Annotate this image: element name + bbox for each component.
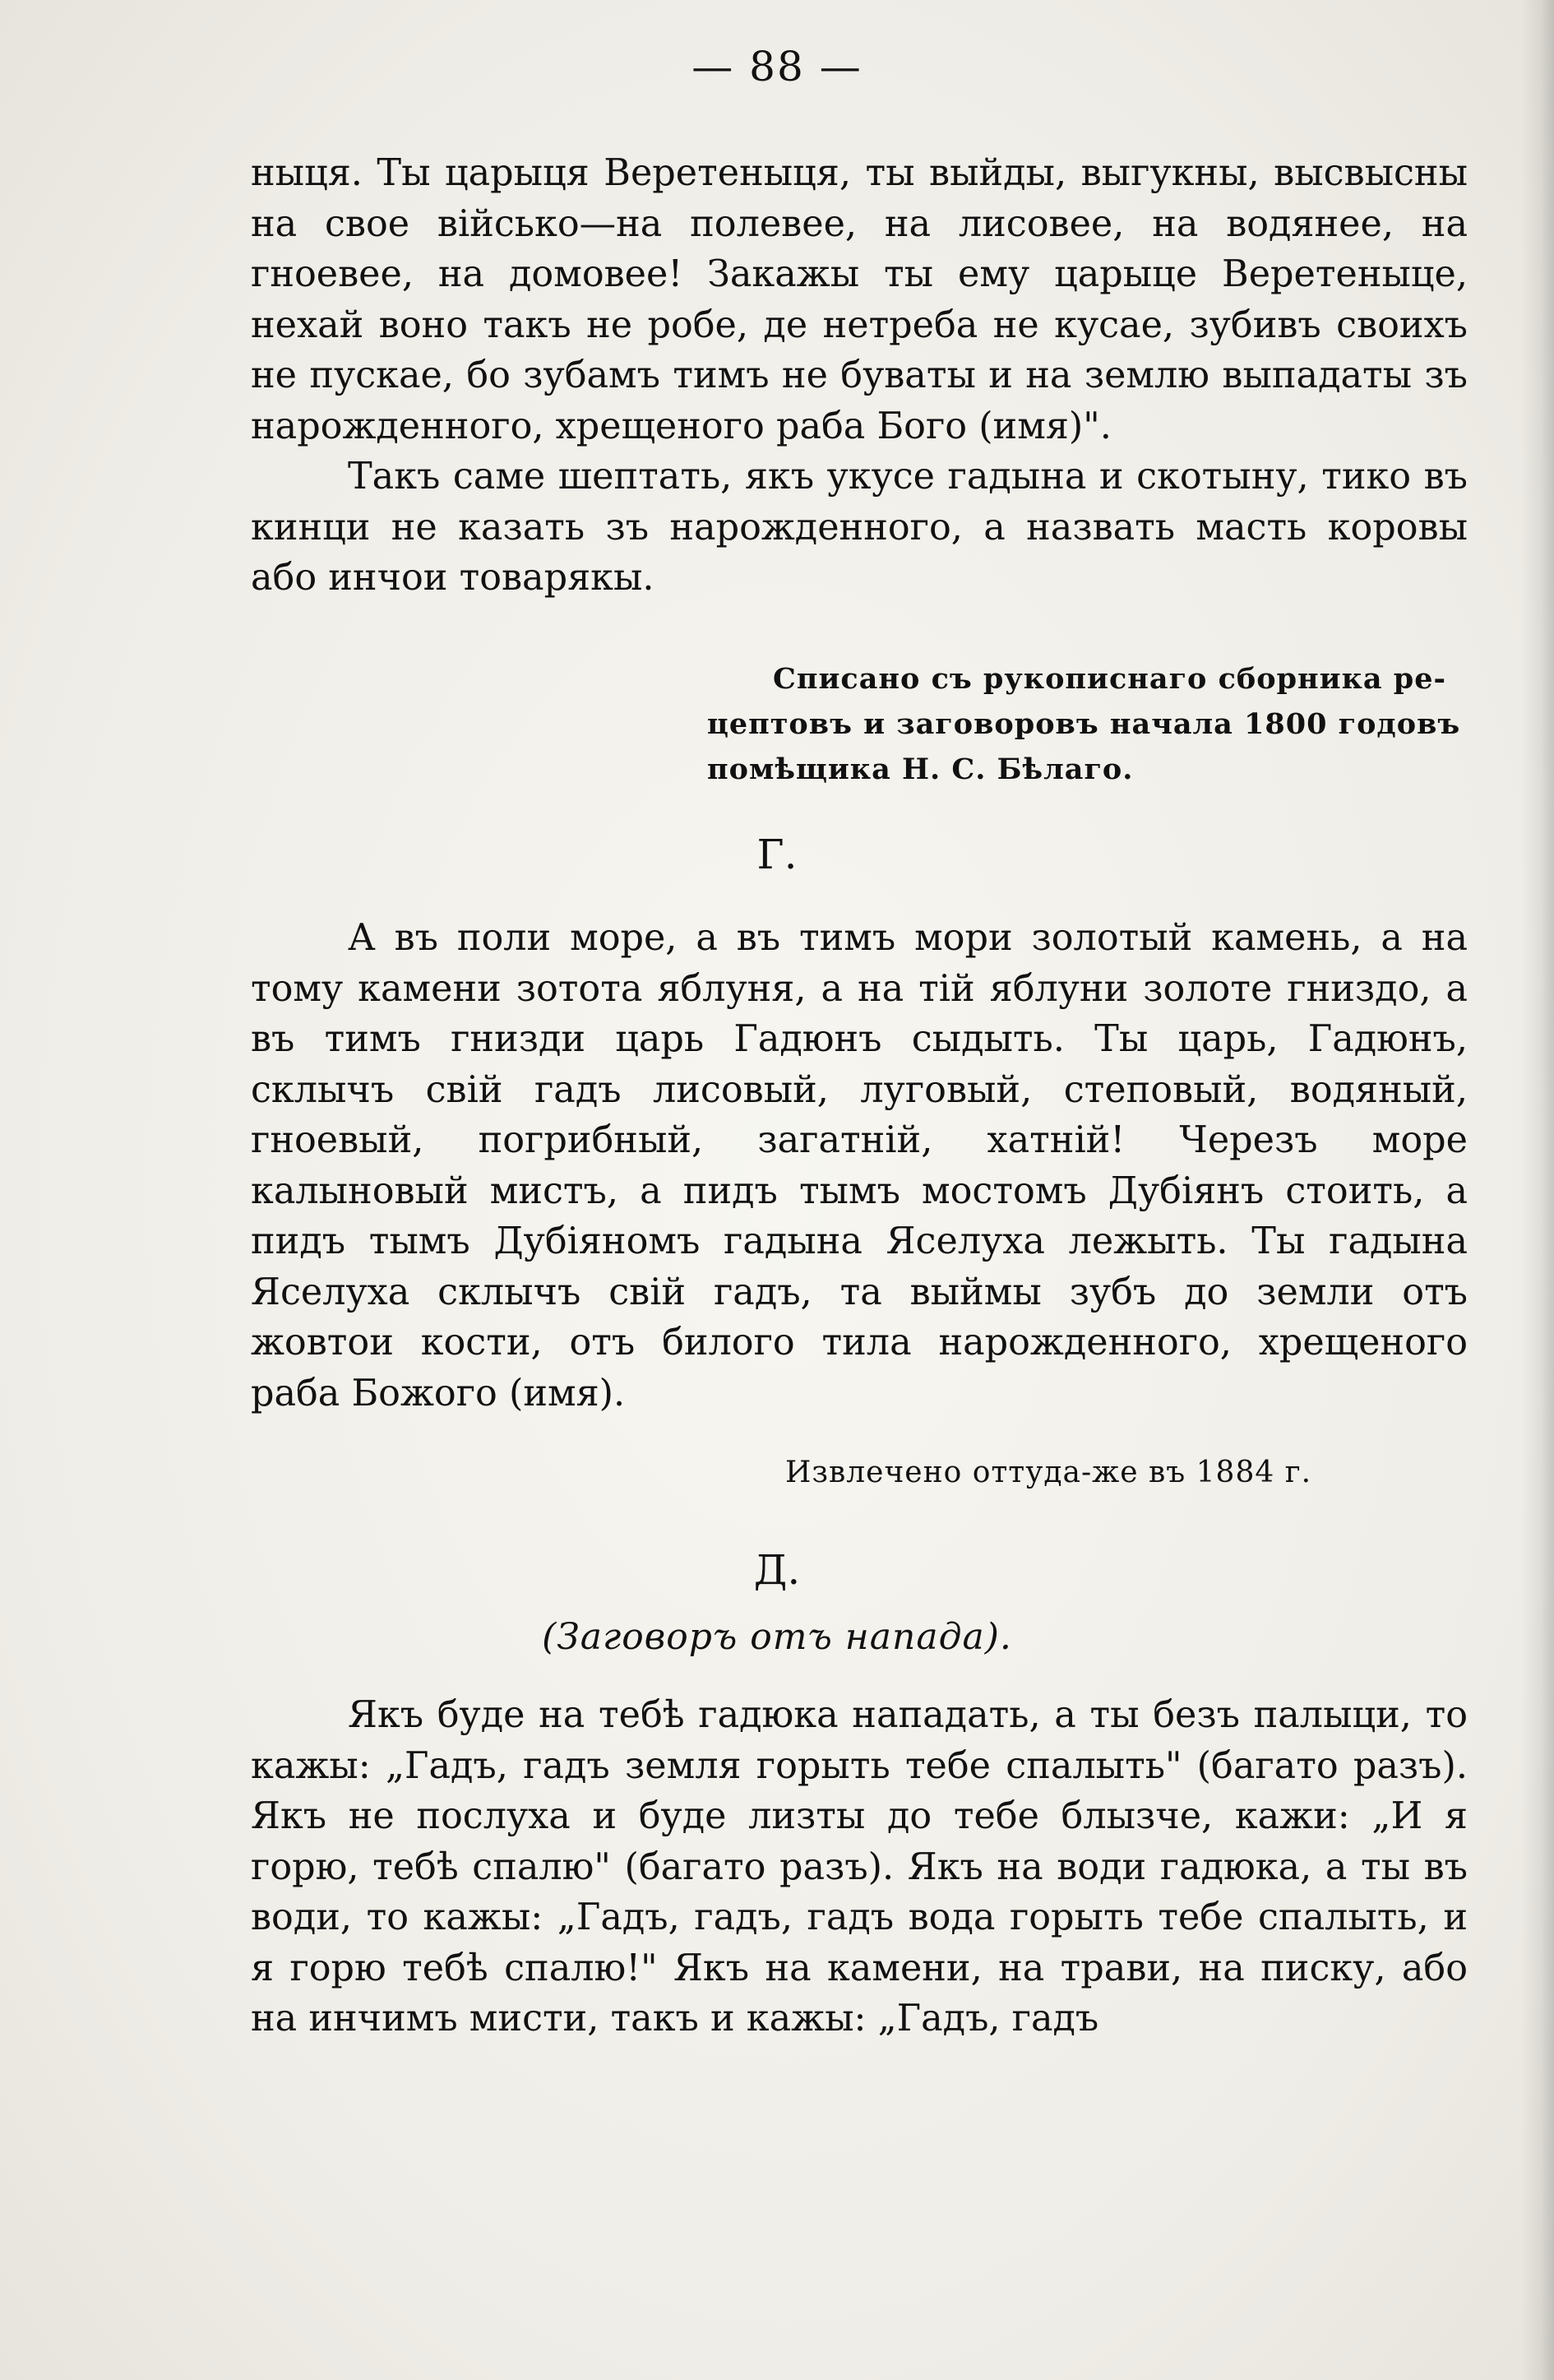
section-g-text bbox=[251, 913, 1468, 1419]
source-note-g: Извлечено оттуда-же въ 1884 г. bbox=[785, 1456, 1312, 1489]
continued-text bbox=[251, 148, 1468, 604]
source-note-line-2: цептовъ и заговоровъ начала 1800 годовъ bbox=[707, 707, 1461, 741]
paragraph-d: Якъ буде на тебѣ гадюка нападать, а ты безъ палыци, то кажы: „Гадъ, гадъ земля горыть тебе спалыть" (багато разъ). Якъ не послуха и буде лизты до тебе блызче, кажи: „И я горю, тебѣ спалю" (багато разъ). Якъ на води гадюка, а ты въ води, то кажы: „Гадъ, гадъ, гадъ вода горыть тебе спалыть, и я горю тебѣ спалю!" Якъ на камени, на трави, на писку, або на инчимъ мисти, такъ и кажы: „Гадъ, гадъ bbox=[251, 1694, 1468, 2040]
section-heading-d: Д. bbox=[753, 1546, 801, 1594]
source-note-line-1: Списано съ рукописнаго сборника ре- bbox=[773, 662, 1447, 696]
source-note-line-3: помѣщика Н. С. Бѣлаго. bbox=[707, 752, 1134, 786]
paragraph-continued-2: Такъ саме шептать, якъ укусе гадына и скотыну, тико въ кинци не казать зъ нарожденного, а назвать масть коровы або инчои товарякы. bbox=[251, 456, 1468, 599]
section-d-text bbox=[251, 1690, 1468, 2044]
section-heading-g: Г. bbox=[756, 831, 798, 878]
paragraph-continued-1: ныця. Ты царыця Веретеныця, ты выйды, выгукны, высвысны на свое вiйсько—на полевее, на лисовее, на водянее, на гноевее, на домовее! Закажы ты ему царыце Веретеныце, нехай воно такъ не робе, де нетреба не кусае, зубивъ своихъ не пускае, бо зубамъ тимъ не буваты и на землю выпадаты зъ нарожденного, хрещеного раба Бого (имя)". bbox=[251, 152, 1468, 447]
page-number: — 88 — bbox=[691, 43, 863, 90]
section-subheading-d: (Заговоръ отъ нападa). bbox=[542, 1616, 1012, 1658]
page-edge-shadow bbox=[1521, 0, 1554, 2380]
paragraph-g: А въ поли море, а въ тимъ мори золотый камень, а на тому камени зотота яблуня, а на тiй яблуни золоте гниздо, а въ тимъ гнизди царь Гадюнъ сыдыть. Ты царь, Гадюнъ, склычъ свiй гадъ лисовый, луговый, степовый, водяный, гноевый, погрибный, загатнiй, хатнiй! Черезъ море калыновый мистъ, а пидъ тымъ мостомъ Дубiянъ стоить, а пидъ тымъ Дубiяномъ гадына Яселуха лежыть. Ты гадына Яселуха склычъ свiй гадъ, та выймы зубъ до земли отъ жовтои кости, отъ билого тила нарожденного, хрещеного раба Божого (имя). bbox=[251, 917, 1468, 1415]
